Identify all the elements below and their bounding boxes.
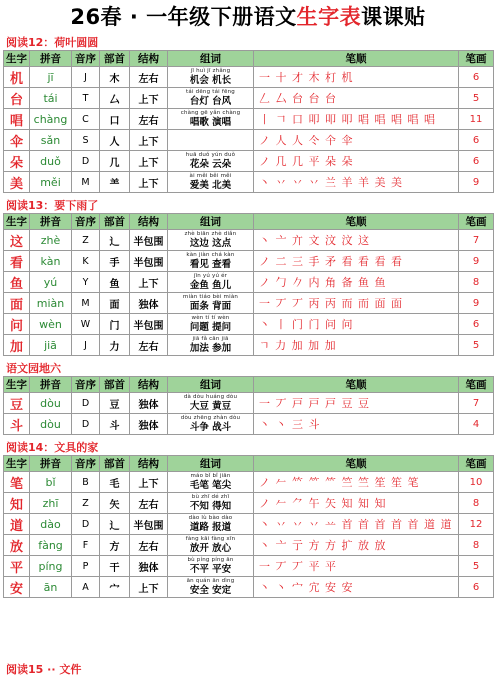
column-header: 笔画 (459, 456, 494, 472)
pinyin-cell: yú (30, 272, 72, 293)
table-row (4, 109, 494, 130)
pinyin-cell: tái (30, 88, 72, 109)
stroke-count-cell: 6 (459, 151, 494, 172)
table-row (4, 130, 494, 151)
stroke-count-cell: 12 (459, 514, 494, 535)
stroke-count-cell: 7 (459, 393, 494, 414)
character-cell: 放 (4, 535, 30, 556)
table-row (4, 335, 494, 356)
words-text: 加法 参加 (189, 343, 232, 354)
words-pinyin: bù zhī dé zhī (191, 494, 230, 500)
column-header: 生字 (4, 214, 30, 230)
column-header: 笔画 (459, 51, 494, 67)
radical-cell: 毛 (100, 472, 130, 493)
page-title (0, 0, 496, 30)
order-cell: F (72, 535, 100, 556)
words-pinyin: ài měi běi měi (189, 173, 232, 179)
structure-cell: 上下 (130, 472, 168, 493)
stroke-count-cell: 6 (459, 577, 494, 598)
stroke-order-cell: 一 丆 丆 平 平 (254, 556, 459, 577)
stroke-order-cell: ノ 二 三 手 矛 看 看 看 看 (254, 251, 459, 272)
column-header: 生字 (4, 377, 30, 393)
words-pinyin: zhè biān zhè diǎn (184, 231, 237, 237)
structure-cell: 左右 (130, 335, 168, 356)
order-cell: D (72, 151, 100, 172)
table-row (4, 493, 494, 514)
pinyin-cell: měi (30, 172, 72, 193)
radical-cell: 豆 (100, 393, 130, 414)
stroke-count-cell: 5 (459, 88, 494, 109)
order-cell: J (72, 67, 100, 88)
order-cell: K (72, 251, 100, 272)
words-text: 不知 得知 (189, 501, 232, 512)
words-pinyin: wèn tí tí wèn (191, 315, 230, 321)
structure-cell: 半包围 (130, 314, 168, 335)
words-cell (168, 556, 254, 577)
stroke-order-cell: 丶 丶 三 斗 (254, 414, 459, 435)
table-header-row (4, 456, 494, 472)
column-header: 部首 (100, 51, 130, 67)
words-text: 金鱼 鱼儿 (189, 280, 232, 291)
radical-cell: 辶 (100, 514, 130, 535)
pinyin-cell: jiā (30, 335, 72, 356)
radical-cell: 鱼 (100, 272, 130, 293)
stroke-count-cell: 8 (459, 535, 494, 556)
order-cell: B (72, 472, 100, 493)
stroke-count-cell: 8 (459, 493, 494, 514)
words-cell (168, 293, 254, 314)
pinyin-cell: píng (30, 556, 72, 577)
radical-cell: 几 (100, 151, 130, 172)
character-cell: 看 (4, 251, 30, 272)
words-text: 放开 放心 (189, 543, 232, 554)
words-cell (168, 130, 254, 151)
words-cell (168, 535, 254, 556)
order-cell: S (72, 130, 100, 151)
column-header: 组词 (168, 214, 254, 230)
words-text: 面条 背面 (189, 301, 232, 312)
structure-cell: 半包围 (130, 230, 168, 251)
words-text: 看见 查看 (189, 259, 232, 270)
order-cell: Z (72, 493, 100, 514)
structure-cell: 左右 (130, 67, 168, 88)
words-pinyin: jī huì jī zhǎng (190, 68, 231, 74)
words-cell (168, 67, 254, 88)
character-cell: 笔 (4, 472, 30, 493)
stroke-order-cell: ノ 𠂉 ⺈ 午 矢 知 知 知 (254, 493, 459, 514)
title-highlight: 生字表 (296, 5, 362, 29)
character-cell: 知 (4, 493, 30, 514)
table-header-row (4, 377, 494, 393)
table-row (4, 272, 494, 293)
column-header: 笔顺 (254, 51, 459, 67)
stroke-count-cell: 9 (459, 251, 494, 272)
section (0, 199, 496, 356)
character-cell: 朵 (4, 151, 30, 172)
words-cell (168, 335, 254, 356)
stroke-count-cell: 4 (459, 414, 494, 435)
stroke-order-cell: ノ 几 几 平 朵 朵 (254, 151, 459, 172)
stroke-order-cell: 丶 亠 亍 方 方 扩 放 放 (254, 535, 459, 556)
section (0, 36, 496, 193)
stroke-count-cell: 8 (459, 272, 494, 293)
column-header: 组词 (168, 456, 254, 472)
column-header: 结构 (130, 51, 168, 67)
table-row (4, 393, 494, 414)
column-header: 拼音 (30, 214, 72, 230)
words-text: 大豆 黄豆 (189, 401, 232, 412)
words-pinyin: jiā fǎ cān jiā (192, 336, 229, 342)
pinyin-cell: zhī (30, 493, 72, 514)
order-cell: Y (72, 272, 100, 293)
structure-cell: 独体 (130, 393, 168, 414)
section-title: 语文园地六 (6, 362, 61, 375)
stroke-order-cell: 丶 丷 丷 丷 兰 羊 羊 美 美 (254, 172, 459, 193)
order-cell: T (72, 88, 100, 109)
radical-cell: ⺷ (100, 172, 130, 193)
stroke-order-cell: 丨 𠃍 口 叩 叩 叩 唱 唱 唱 唱 唱 (254, 109, 459, 130)
stroke-order-cell: ノ 𠂉 𥫗 ⺮ ⺮ 竺 竺 笙 笙 笔 (254, 472, 459, 493)
order-cell: M (72, 172, 100, 193)
table-row (4, 151, 494, 172)
column-header: 笔顺 (254, 377, 459, 393)
title-prefix: 26春 · 一年级下册语文 (70, 5, 297, 29)
structure-cell: 半包围 (130, 251, 168, 272)
words-pinyin: dà dòu huáng dòu (183, 394, 238, 400)
radical-cell: 木 (100, 67, 130, 88)
column-header: 拼音 (30, 377, 72, 393)
pinyin-cell: fàng (30, 535, 72, 556)
words-pinyin: miàn tiáo bèi miàn (182, 294, 239, 300)
stroke-order-cell: 𠃋 厶 台 台 台 (254, 88, 459, 109)
table-row (4, 514, 494, 535)
pinyin-cell: kàn (30, 251, 72, 272)
words-cell (168, 414, 254, 435)
footer-partial-section-title: 阅读15 ·· 文件 (6, 663, 82, 676)
words-pinyin: dòu zhēng zhàn dòu (180, 415, 241, 421)
structure-cell: 上下 (130, 272, 168, 293)
radical-cell: 手 (100, 251, 130, 272)
order-cell: J (72, 335, 100, 356)
radical-cell: 斗 (100, 414, 130, 435)
section-title: 阅读14：文具的家 (6, 441, 99, 454)
structure-cell: 独体 (130, 293, 168, 314)
words-cell (168, 151, 254, 172)
table-row (4, 88, 494, 109)
table-row (4, 535, 494, 556)
pinyin-cell: dòu (30, 414, 72, 435)
radical-cell: 辶 (100, 230, 130, 251)
words-pinyin: dào lù bào dào (188, 515, 233, 521)
words-text: 问题 提问 (189, 322, 232, 333)
column-header: 笔顺 (254, 214, 459, 230)
character-table (3, 376, 494, 435)
words-pinyin: tái dēng tái fēng (186, 89, 235, 95)
stroke-order-cell: 丶 丨 门 门 问 问 (254, 314, 459, 335)
order-cell: M (72, 293, 100, 314)
structure-cell: 上下 (130, 172, 168, 193)
pinyin-cell: miàn (30, 293, 72, 314)
character-cell: 机 (4, 67, 30, 88)
column-header: 结构 (130, 377, 168, 393)
table-row (4, 556, 494, 577)
radical-cell: 门 (100, 314, 130, 335)
stroke-order-cell: 丶 丷 丷 丷 䒑 首 首 首 首 首 道 道 (254, 514, 459, 535)
structure-cell: 左右 (130, 493, 168, 514)
stroke-order-cell: 一 丆 戸 戸 戸 豆 豆 (254, 393, 459, 414)
pinyin-cell: jī (30, 67, 72, 88)
stroke-order-cell: 丶 亠 亣 文 汶 汶 这 (254, 230, 459, 251)
character-cell: 斗 (4, 414, 30, 435)
order-cell: A (72, 577, 100, 598)
table-header-row (4, 51, 494, 67)
order-cell: D (72, 393, 100, 414)
words-pinyin: máo bǐ bǐ jiān (190, 473, 231, 479)
section-title: 阅读12：荷叶圆圆 (6, 36, 99, 49)
order-cell: W (72, 314, 100, 335)
column-header: 音序 (72, 214, 100, 230)
stroke-count-cell: 9 (459, 293, 494, 314)
column-header: 笔顺 (254, 456, 459, 472)
stroke-count-cell: 11 (459, 109, 494, 130)
order-cell: Z (72, 230, 100, 251)
words-pinyin: ān quán ān dìng (186, 578, 235, 584)
character-cell: 平 (4, 556, 30, 577)
column-header: 音序 (72, 456, 100, 472)
column-header: 笔画 (459, 377, 494, 393)
words-cell (168, 493, 254, 514)
radical-cell: 面 (100, 293, 130, 314)
structure-cell: 上下 (130, 130, 168, 151)
pinyin-cell: wèn (30, 314, 72, 335)
words-cell (168, 272, 254, 293)
radical-cell: 人 (100, 130, 130, 151)
table-row (4, 414, 494, 435)
words-cell (168, 577, 254, 598)
title-suffix: 课课贴 (361, 5, 426, 29)
words-cell (168, 172, 254, 193)
table-row (4, 172, 494, 193)
column-header: 音序 (72, 377, 100, 393)
character-cell: 鱼 (4, 272, 30, 293)
words-text: 爱美 北美 (189, 180, 232, 191)
table-row (4, 251, 494, 272)
table-row (4, 472, 494, 493)
character-cell: 这 (4, 230, 30, 251)
words-cell (168, 88, 254, 109)
table-row (4, 230, 494, 251)
words-text: 不平 平安 (189, 564, 232, 575)
character-cell: 台 (4, 88, 30, 109)
words-text: 道路 报道 (189, 522, 232, 533)
words-cell (168, 514, 254, 535)
pinyin-cell: zhè (30, 230, 72, 251)
column-header: 拼音 (30, 456, 72, 472)
character-table (3, 455, 494, 598)
words-text: 这边 这点 (189, 238, 232, 249)
stroke-order-cell: 丶 丶 宀 宂 安 安 (254, 577, 459, 598)
words-cell (168, 230, 254, 251)
column-header: 结构 (130, 456, 168, 472)
stroke-count-cell: 6 (459, 314, 494, 335)
character-cell: 面 (4, 293, 30, 314)
words-pinyin: huā duǒ yún duǒ (185, 152, 236, 158)
words-text: 机会 机长 (189, 75, 232, 86)
stroke-count-cell: 9 (459, 172, 494, 193)
table-header-row (4, 214, 494, 230)
words-text: 花朵 云朵 (189, 159, 232, 170)
character-cell: 豆 (4, 393, 30, 414)
order-cell: C (72, 109, 100, 130)
section (0, 441, 496, 598)
column-header: 组词 (168, 377, 254, 393)
radical-cell: 宀 (100, 577, 130, 598)
table-row (4, 577, 494, 598)
words-cell (168, 109, 254, 130)
words-pinyin: fàng kāi fàng xīn (185, 536, 236, 542)
radical-cell: 厶 (100, 88, 130, 109)
pinyin-cell: duǒ (30, 151, 72, 172)
structure-cell: 上下 (130, 151, 168, 172)
stroke-count-cell: 5 (459, 335, 494, 356)
stroke-count-cell: 6 (459, 130, 494, 151)
column-header: 生字 (4, 51, 30, 67)
order-cell: D (72, 514, 100, 535)
column-header: 部首 (100, 214, 130, 230)
words-pinyin: jīn yú yú ér (193, 273, 228, 279)
pinyin-cell: chàng (30, 109, 72, 130)
stroke-count-cell: 6 (459, 67, 494, 88)
section (0, 362, 496, 435)
column-header: 部首 (100, 377, 130, 393)
column-header: 部首 (100, 456, 130, 472)
order-cell: D (72, 414, 100, 435)
order-cell: P (72, 556, 100, 577)
radical-cell: 力 (100, 335, 130, 356)
structure-cell: 独体 (130, 556, 168, 577)
words-text: 斗争 战斗 (189, 422, 232, 433)
radical-cell: 干 (100, 556, 130, 577)
table-row (4, 314, 494, 335)
stroke-order-cell: 一 十 才 木 朾 机 (254, 67, 459, 88)
words-text: 安全 安定 (189, 585, 232, 596)
radical-cell: 矢 (100, 493, 130, 514)
character-cell: 美 (4, 172, 30, 193)
structure-cell: 左右 (130, 535, 168, 556)
words-cell (168, 314, 254, 335)
column-header: 组词 (168, 51, 254, 67)
words-pinyin: chàng gē yǎn chàng (180, 110, 241, 116)
pinyin-cell: dòu (30, 393, 72, 414)
column-header: 生字 (4, 456, 30, 472)
structure-cell: 半包围 (130, 514, 168, 535)
structure-cell: 左右 (130, 109, 168, 130)
character-cell: 伞 (4, 130, 30, 151)
character-cell: 问 (4, 314, 30, 335)
character-table (3, 50, 494, 193)
stroke-order-cell: ノ 人 人 仒 仐 伞 (254, 130, 459, 151)
radical-cell: 口 (100, 109, 130, 130)
column-header: 笔画 (459, 214, 494, 230)
character-cell: 加 (4, 335, 30, 356)
column-header: 结构 (130, 214, 168, 230)
stroke-order-cell: 一 丆 丆 丙 丙 而 而 面 面 (254, 293, 459, 314)
column-header: 拼音 (30, 51, 72, 67)
stroke-count-cell: 10 (459, 472, 494, 493)
words-cell (168, 472, 254, 493)
words-text: 台灯 台风 (189, 96, 232, 107)
pinyin-cell: sǎn (30, 130, 72, 151)
character-cell: 安 (4, 577, 30, 598)
table-row (4, 67, 494, 88)
words-cell (168, 251, 254, 272)
stroke-order-cell: ノ 勹 𠂊 内 角 备 鱼 鱼 (254, 272, 459, 293)
structure-cell: 上下 (130, 577, 168, 598)
pinyin-cell: ān (30, 577, 72, 598)
radical-cell: 方 (100, 535, 130, 556)
sections-container (0, 36, 496, 598)
section-title: 阅读13：要下雨了 (6, 199, 99, 212)
structure-cell: 独体 (130, 414, 168, 435)
stroke-count-cell: 7 (459, 230, 494, 251)
character-cell: 唱 (4, 109, 30, 130)
character-table (3, 213, 494, 356)
pinyin-cell: dào (30, 514, 72, 535)
words-pinyin: bù píng píng ān (187, 557, 234, 563)
character-cell: 道 (4, 514, 30, 535)
stroke-count-cell: 5 (459, 556, 494, 577)
words-pinyin: kàn jiàn chá kàn (186, 252, 235, 258)
table-row (4, 293, 494, 314)
column-header: 音序 (72, 51, 100, 67)
words-text: 唱歌 演唱 (189, 117, 232, 128)
structure-cell: 上下 (130, 88, 168, 109)
words-text: 毛笔 笔尖 (189, 480, 232, 491)
words-cell (168, 393, 254, 414)
pinyin-cell: bǐ (30, 472, 72, 493)
stroke-order-cell: ㄱ 力 加 加 加 (254, 335, 459, 356)
